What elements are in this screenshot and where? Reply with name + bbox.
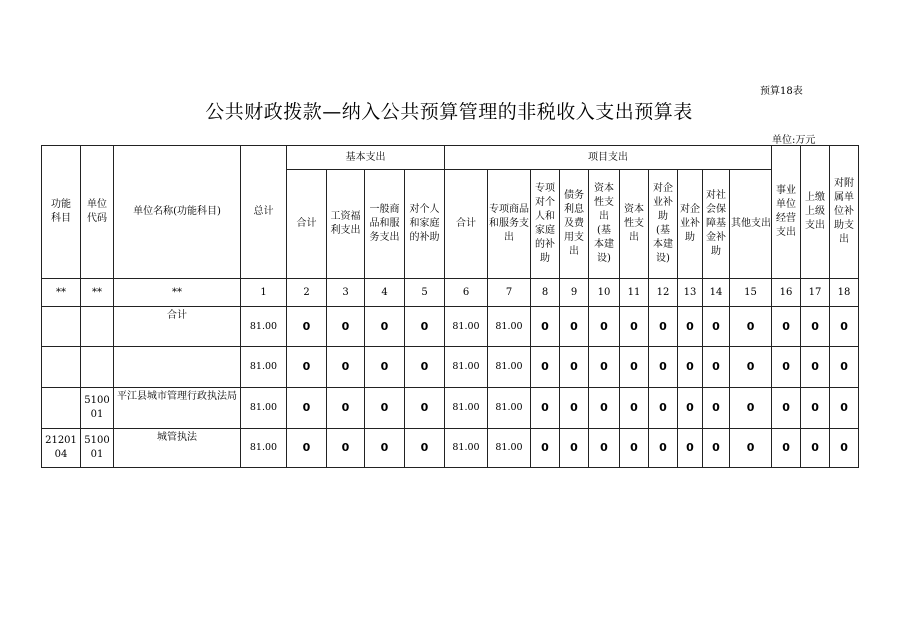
cell-unit-name: 平江县城市管理行政执法局: [114, 388, 241, 429]
cell-project: 0: [678, 429, 703, 468]
cell-project: 0: [730, 307, 772, 347]
cell-total: 81.00: [241, 388, 287, 429]
cell-project: 0: [620, 388, 649, 429]
page-title: 公共财政拨款—纳入公共预算管理的非税收入支出预算表: [205, 101, 693, 123]
cell-project: 0: [620, 429, 649, 468]
header-project-col: 债务利息及费用支出: [560, 170, 589, 279]
header-basic-col: 工资福利支出: [327, 170, 365, 279]
cell-basic: 0: [365, 307, 405, 347]
cell-tail: 0: [830, 307, 859, 347]
cell-basic: 0: [405, 347, 445, 388]
cell-project: 81.00: [445, 307, 488, 347]
cell-project: 81.00: [488, 307, 531, 347]
header-project-col: 专项商品和服务支出: [488, 170, 531, 279]
cell-project: 81.00: [445, 347, 488, 388]
cell-project: 81.00: [488, 429, 531, 468]
cell-func-code: [42, 388, 81, 429]
cell-basic: 0: [365, 388, 405, 429]
index-cell: 16: [772, 279, 801, 307]
index-cell: 11: [620, 279, 649, 307]
index-cell: 6: [445, 279, 488, 307]
cell-project: 0: [703, 347, 730, 388]
unit-label: 单位:万元: [772, 135, 816, 146]
cell-project: 0: [649, 307, 678, 347]
index-cell: 17: [801, 279, 830, 307]
header-project-col: 对企业补助(基本建设): [649, 170, 678, 279]
cell-basic: 0: [287, 429, 327, 468]
cell-basic: 0: [405, 307, 445, 347]
cell-func-code: [42, 307, 81, 347]
cell-project: 0: [703, 388, 730, 429]
cell-tail: 0: [830, 347, 859, 388]
cell-project: 0: [649, 429, 678, 468]
index-cell: **: [42, 279, 81, 307]
form-number: 预算18表: [760, 86, 803, 97]
cell-tail: 0: [772, 347, 801, 388]
cell-project: 0: [649, 388, 678, 429]
cell-tail: 0: [801, 388, 830, 429]
cell-tail: 0: [772, 429, 801, 468]
header-row-groups: [42, 146, 859, 170]
index-cell: 4: [365, 279, 405, 307]
cell-basic: 0: [327, 307, 365, 347]
cell-project: 0: [589, 429, 620, 468]
header-project-col: 合计: [445, 170, 488, 279]
cell-basic: 0: [405, 429, 445, 468]
index-cell: 14: [703, 279, 730, 307]
cell-project: 0: [678, 347, 703, 388]
header-project-col: 其他支出: [730, 170, 772, 279]
cell-tail: 0: [772, 388, 801, 429]
cell-basic: 0: [365, 347, 405, 388]
cell-basic: 0: [327, 347, 365, 388]
index-cell: 1: [241, 279, 287, 307]
header-project-col: 对企业补助: [678, 170, 703, 279]
cell-project: 81.00: [445, 429, 488, 468]
cell-project: 0: [730, 347, 772, 388]
cell-tail: 0: [801, 307, 830, 347]
cell-func-code: 2120104: [42, 429, 81, 468]
header-project-col: 专项对个人和家庭的补助: [531, 170, 560, 279]
cell-basic: 0: [287, 388, 327, 429]
cell-project: 81.00: [445, 388, 488, 429]
table-row: [42, 388, 859, 429]
cell-unit-code: 510001: [81, 429, 114, 468]
cell-unit-code: [81, 347, 114, 388]
cell-project: 0: [531, 307, 560, 347]
header-public-unit: 事业单位经营支出: [772, 146, 801, 279]
cell-project: 0: [531, 347, 560, 388]
cell-project: 0: [531, 388, 560, 429]
header-project: 项目支出: [445, 146, 772, 170]
cell-project: 81.00: [488, 347, 531, 388]
cell-basic: 0: [287, 307, 327, 347]
cell-tail: 0: [830, 429, 859, 468]
header-func-code: 功能科目: [42, 146, 81, 279]
cell-project: 0: [703, 429, 730, 468]
cell-project: 0: [620, 307, 649, 347]
cell-project: 0: [560, 307, 589, 347]
cell-total: 81.00: [241, 307, 287, 347]
index-cell: 12: [649, 279, 678, 307]
index-cell: 13: [678, 279, 703, 307]
cell-project: 0: [560, 429, 589, 468]
header-total: 总计: [241, 146, 287, 279]
cell-unit-name: 城管执法: [114, 429, 241, 468]
index-cell: 18: [830, 279, 859, 307]
header-basic-col: 合计: [287, 170, 327, 279]
cell-project: 0: [649, 347, 678, 388]
cell-basic: 0: [327, 429, 365, 468]
header-basic-col: 一般商品和服务支出: [365, 170, 405, 279]
cell-project: 0: [560, 347, 589, 388]
cell-project: 0: [730, 429, 772, 468]
index-cell: 10: [589, 279, 620, 307]
cell-basic: 0: [327, 388, 365, 429]
cell-project: 0: [730, 388, 772, 429]
header-basic-col: 对个人和家庭的补助: [405, 170, 445, 279]
index-cell: **: [114, 279, 241, 307]
cell-tail: 0: [801, 429, 830, 468]
cell-project: 0: [620, 347, 649, 388]
cell-tail: 0: [801, 347, 830, 388]
header-basic: 基本支出: [287, 146, 445, 170]
header-unit-name: 单位名称(功能科目): [114, 146, 241, 279]
header-project-col: 资本性支出: [620, 170, 649, 279]
table-row: [42, 347, 859, 388]
index-cell: 9: [560, 279, 589, 307]
index-cell: 3: [327, 279, 365, 307]
cell-unit-name: 合计: [114, 307, 241, 347]
cell-project: 0: [678, 307, 703, 347]
cell-project: 0: [703, 307, 730, 347]
index-cell: **: [81, 279, 114, 307]
cell-unit-name: [114, 347, 241, 388]
cell-basic: 0: [287, 347, 327, 388]
cell-func-code: [42, 347, 81, 388]
cell-basic: 0: [405, 388, 445, 429]
cell-project: 0: [589, 388, 620, 429]
cell-unit-code: 510001: [81, 388, 114, 429]
table-row: [42, 307, 859, 347]
cell-project: 0: [678, 388, 703, 429]
cell-basic: 0: [365, 429, 405, 468]
header-project-col: 资本性支出(基本建设): [589, 170, 620, 279]
cell-total: 81.00: [241, 429, 287, 468]
cell-unit-code: [81, 307, 114, 347]
cell-tail: 0: [830, 388, 859, 429]
index-cell: 5: [405, 279, 445, 307]
cell-project: 81.00: [488, 388, 531, 429]
index-row: [42, 279, 859, 307]
data-rows: [42, 307, 859, 468]
index-cell: 15: [730, 279, 772, 307]
budget-table: [41, 145, 859, 468]
cell-project: 0: [589, 347, 620, 388]
index-cell: 2: [287, 279, 327, 307]
header-unit-code: 单位代码: [81, 146, 114, 279]
cell-tail: 0: [772, 307, 801, 347]
cell-project: 0: [531, 429, 560, 468]
index-cell: 7: [488, 279, 531, 307]
cell-project: 0: [560, 388, 589, 429]
header-upward: 上缴上级支出: [801, 146, 830, 279]
header-subsidiary: 对附属单位补助支出: [830, 146, 859, 279]
header-project-col: 对社会保障基金补助: [703, 170, 730, 279]
cell-project: 0: [589, 307, 620, 347]
index-cell: 8: [531, 279, 560, 307]
cell-total: 81.00: [241, 347, 287, 388]
table-row: [42, 429, 859, 468]
